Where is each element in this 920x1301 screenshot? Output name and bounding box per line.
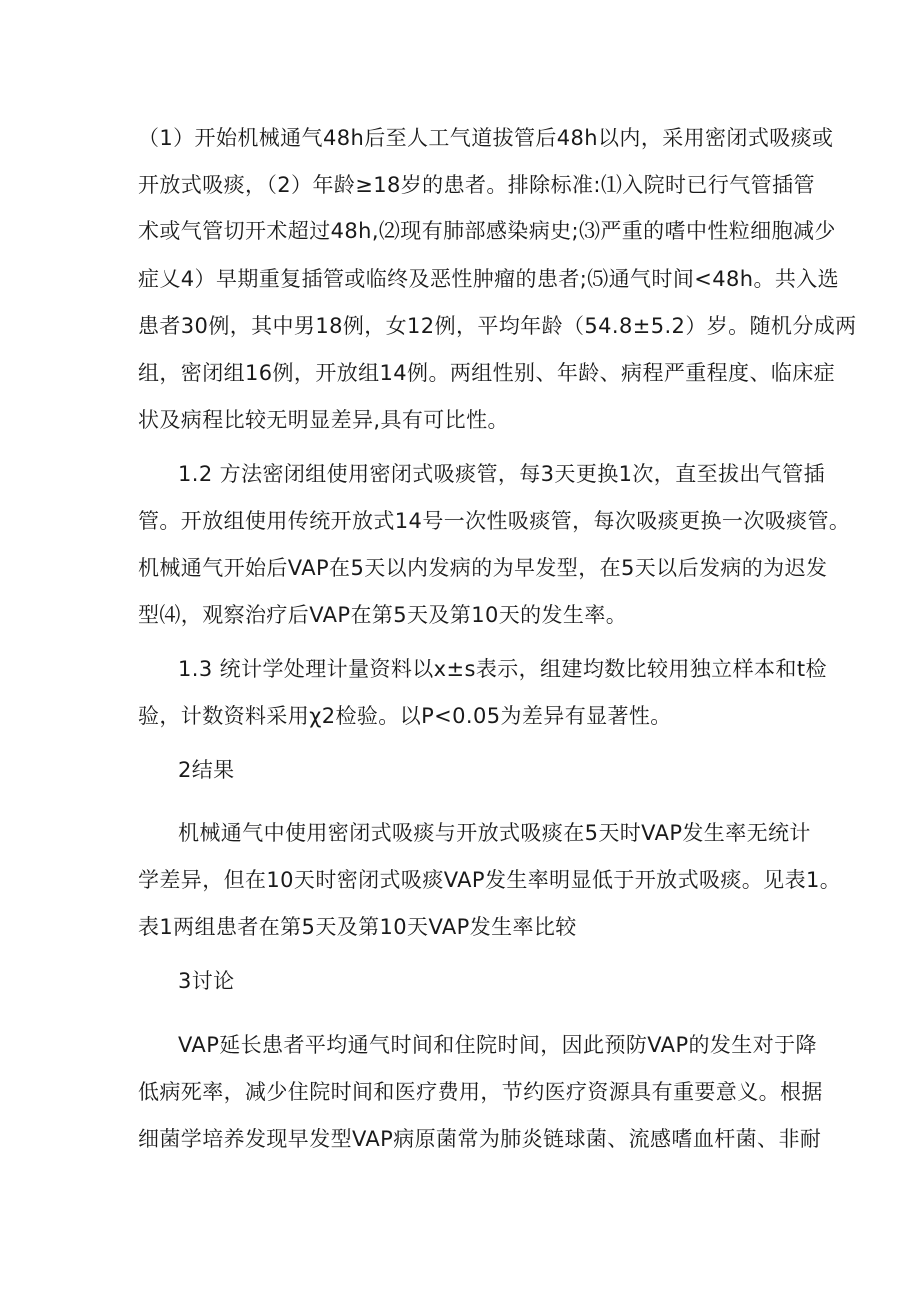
text-line: 学差异，但在10天时密闭式吸痰VAP发生率明显低于开放式吸痰。见表1。 <box>138 868 842 892</box>
text-line: 细菌学培养发现早发型VAP病原菌常为肺炎链球菌、流感嗜血杆菌、非耐 <box>138 1127 822 1151</box>
section-heading-results: 2结果 <box>178 758 235 782</box>
text-line: 型⑷，观察治疗后VAP在第5天及第10天的发生率。 <box>138 603 628 627</box>
text-line: 管。开放组使用传统开放式14号一次性吸痰管，每次吸痰更换一次吸痰管。 <box>138 509 851 533</box>
text-line: 验，计数资料采用χ2检验。以P<0.05为差异有显著性。 <box>138 704 672 728</box>
text-line: 症乂4）早期重复插管或临终及恶性肿瘤的患者;⑸通气时间<48h。共入选 <box>138 267 840 291</box>
text-line: 术或气管切开术超过48h,⑵现有肺部感染病史;⑶严重的嗜中性粒细胞减少 <box>138 219 836 243</box>
text-line: 机械通气开始后VAP在5天以内发病的为早发型，在5天以后发病的为迟发 <box>138 556 828 580</box>
text-line: （1）开始机械通气48h后至人工气道拔管后48h以内，采用密闭式吸痰或 <box>138 126 834 150</box>
text-line: VAP延长患者平均通气时间和住院时间，因此预防VAP的发生对于降 <box>178 1033 817 1057</box>
text-line: 患者30例，其中男18例，女12例，平均年龄（54.8±5.2）岁。随机分成两 <box>138 314 857 338</box>
text-line: 1.3 统计学处理计量资料以x±s表示，组建均数比较用独立样本和t检 <box>178 657 827 681</box>
text-line: 低病死率，减少住院时间和医疗费用，节约医疗资源具有重要意义。根据 <box>138 1080 823 1104</box>
text-line: 开放式吸痰，（2）年龄≥18岁的患者。排除标准:⑴入院时已行气管插管 <box>138 173 815 197</box>
text-line: 表1两组患者在第5天及第10天VAP发生率比较 <box>138 915 577 939</box>
section-heading-discussion: 3讨论 <box>178 969 235 993</box>
text-line: 机械通气中使用密闭式吸痰与开放式吸痰在5天时VAP发生率无统计 <box>178 821 811 845</box>
text-line: 状及病程比较无明显差异,具有可比性。 <box>138 408 509 432</box>
text-line: 1.2 方法密闭组使用密闭式吸痰管，每3天更换1次，直至拔出气管插 <box>178 462 825 486</box>
text-line: 组，密闭组16例，开放组14例。两组性别、年龄、病程严重程度、临床症 <box>138 361 836 385</box>
